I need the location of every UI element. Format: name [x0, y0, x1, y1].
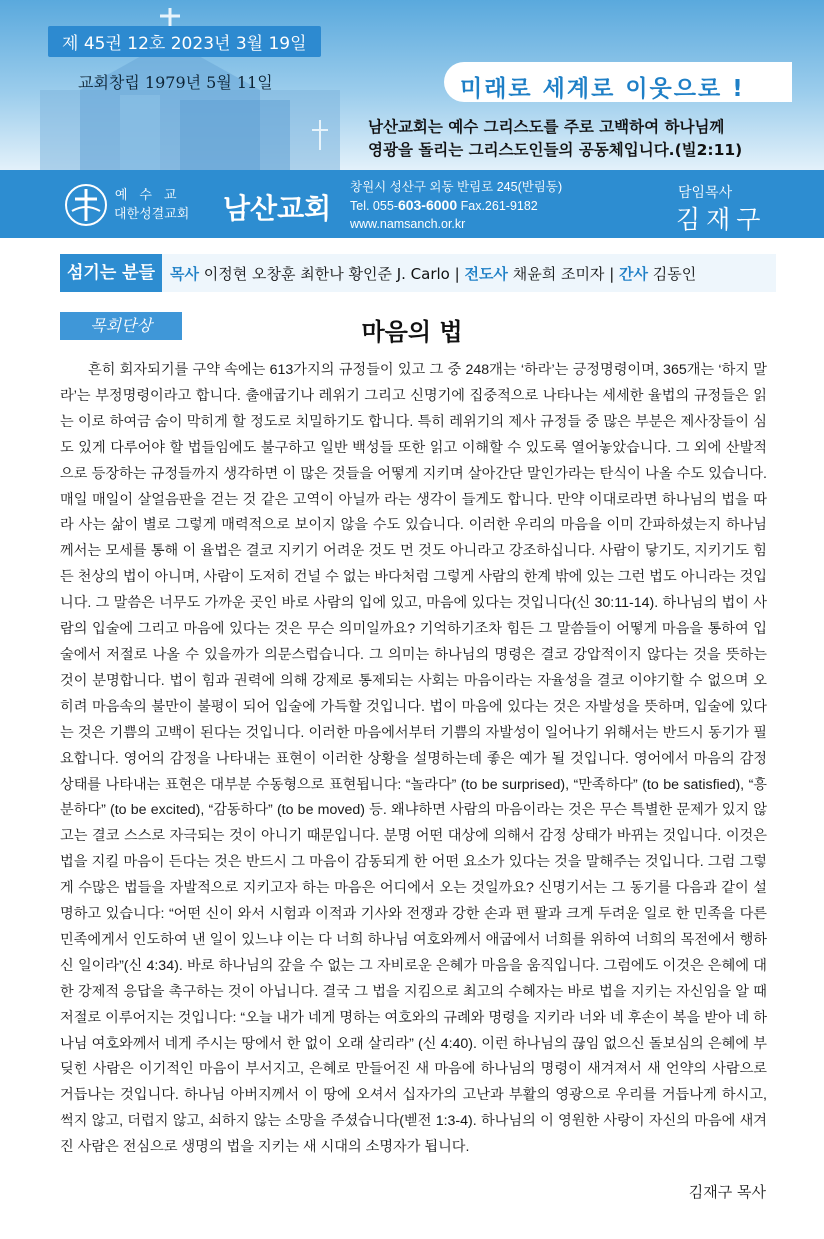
issue-date: 제 45권 12호 2023년 3월 19일 [48, 26, 321, 57]
phone-fax [350, 196, 562, 215]
role-evangelist: 전도사 [464, 265, 508, 283]
elders-names: 김동인 [652, 265, 697, 283]
denomination [114, 186, 189, 224]
denomination-line-2: 대한성결교회 [114, 207, 190, 222]
pastor-name: 김재구 [676, 205, 767, 234]
tel-main: 603-6000 [397, 197, 458, 213]
servers-label: 섬기는 분들 [60, 254, 162, 292]
fax: Fax.261-9182 [460, 199, 538, 213]
website: www.namsanch.or.kr [350, 217, 466, 231]
address: 창원시 성산구 외동 반림로 245(반림동) [350, 180, 563, 194]
pastor-label: 담임목사 [678, 185, 733, 201]
mission-line-1: 남산교회는 예수 그리스도를 주로 고백하여 하나님께 [368, 118, 725, 136]
role-pastor: 목사 [170, 265, 199, 283]
column-paragraph: 흔히 회자되기를 구약 속에는 613가지의 규정들이 있고 그 중 248개는 ‘하라’는 긍정명령이며, 365개는 ‘하지 말라’는 부정명령이라고 합니다. 출애굽기나 레위기 그리고 신명기에 집중적으로 나타나는 세세한 율법의 규정들은 읽는 이로 하여금 숨이 막히게 할 정도로 치밀하기도 합니다. 특히 레위기의 제사 규정들 중 많은 부분은 제사장들이 심도 있게 다루어야 할 법들임에도 불구하고 일반 백성들 또한 읽고 이해할 수 있도록 열어놓았습니다. 그 외에 산발적으로 등장하는 규정들까지 생각하면 이 많은 것들을 어떻게 지키며 살아간단 말인가라는 탄식이 나올 수도 있습니다. 매일 매일이 살얼음판을 걷는 것 같은 고역이 아닐까 라는 생각이 들게도 합니다. 만약 이대로라면 하나님의 법을 따라 사는 삶이 별로 그렇게 매력적으로 보이지 않을 수도 있습니다. 이러한 우리의 마음을 이미 간파하셨는지 하나님께서는 모세를 통해 이 율법은 결코 지키기 어려운 것도 먼 것도 아니라고 강조하십니다. 사람이 닿기도, 지키기도 힘든 천상의 법이 아니며, 사람이 도저히 건널 수 없는 바다처럼 그렇게 사람의 한계 밖에 있는 그런 법도 아니라는 것입니다. 그 말씀은 너무도 가까운 곳인 바로 사람의 입에 있고, 마음에 있다는 것입니다(신 30:11-14). 하나님의 법이 사람의 입술에 그리고 마음에 있다는 것은 무슨 의미일까요? 기억하기조차 힘든 그 말씀들이 어떻게 마음을 통하여 입술에서 저절로 나올 수 있을까가 의문스럽습니다. 그 의미는 하나님의 명령은 결코 강압적이지 않다는 것을 뜻하는 것이 분명합니다. 법이 힘과 권력에 의해 강제로 통제되는 사회는 마음이라는 자율성을 결코 이야기할 수 없으며 오히려 마음속의 불만이 불평이 되어 입술에 가득할 것입니다. 법이 마음에 있다는 것은 자발성을 뜻하며, 입술에 있다는 것은 기쁨의 고백이 된다는 것입니다. 이러한 마음에서부터 기쁨의 자발성이 일어나기 위해서는 반드시 동기가 필요합니다. 영어의 감정을 나타내는 표현이 이러한 상황을 설명하는데 좋은 예가 될 것입니다. 영어에서 마음의 감정 상태를 나타내는 표현은 대부분 수동형으로 표현됩니다: “놀라다” (to be surprised), “만족하다” (to be satisfied), “흥분하다” (to be excited), “감동하다” (to be moved) 등. 왜냐하면 사람의 마음이라는 것은 무슨 특별한 문제가 있지 않고는 결코 스스로 자극되는 것이 아니기 때문입니다. 분명 어떤 대상에 의해서 감정 상태가 바뀌는 것입니다. 이것은 법을 지킬 마음이 든다는 것은 반드시 그 마음이 감동되게 한 어떤 요소가 있다는 것을 말해주는 것입니다. 그럼 그렇게 수많은 법들을 자발적으로 지키고자 하는 마음은 어디에서 오는 것일까요? 신명기서는 그 동기를 다음과 같이 설명하고 있습니다: “어떤 신이 와서 시험과 이적과 기사와 전쟁과 강한 손과 편 팔과 크게 두려운 일로 한 민족을 다른 민족에게서 인도하여 낸 일이 있느냐 이는 다 너희 하나님 여호와께서 애굽에서 너희를 위하여 너희의 목전에서 행하신 일이라”(신 4:34). 바로 하나님의 갚을 수 없는 그 자비로운 은혜가 마음을 움직입니다. 그럼에도 이것은 은혜에 대한 강제적 응답을 촉구하는 것이 아닙니다. 결국 그 법을 지킴으로 최고의 수혜자는 바로 법을 지키는 자신임을 알 때 저절로 이루어지는 것입니다: “오늘 내가 네게 명하는 여호와의 규례와 명령을 지키라 너와 네 후손이 복을 받아 네 하나님 여호와께서 네게 주시는 땅에서 한 없이 오래 살리라” (신 4:40). 이런 하나님의 끊임 없으신 돌보심의 은혜에 부딪힌 사람은 이기적인 마음이 부서지고, 은혜로 만들어진 새 마음에 하나님의 명령이 새겨져서 새 언약의 사람으로 거듭나는 것입니다. 하나님 아버지께서 이 땅에 오셔서 십자가의 고난과 부활의 영광으로 우리를 거듭나게 하시고, 썩지 않고, 더럽지 않고, 쇠하지 않는 소망을 주셨습니다(벧전 1:3-4). 하나님의 이 영원한 사랑이 자신의 마음에 새겨진 사람은 전심으로 생명의 법을 지키는 새 시대의 소명자가 됩니다. [60, 362, 767, 1156]
masthead [0, 0, 824, 170]
column-signature: 김재구 목사 [688, 1183, 766, 1201]
column-label: 목회단상 [60, 312, 182, 340]
mission-statement [368, 116, 742, 162]
evangelists-names: 채윤희 조미자 [512, 265, 605, 283]
slogan: 미래로 세계로 이웃으로 ! [460, 76, 745, 102]
church-logo-icon [64, 183, 108, 227]
column-body [60, 358, 767, 1161]
church-contact [350, 178, 562, 233]
column-title: 마음의 법 [361, 318, 463, 346]
tel-prefix: Tel. 055- [350, 199, 398, 213]
denomination-line-1: 예수교 [114, 188, 189, 203]
pastors-names: 이정현 오창훈 최한나 황인준 J. Carlo [203, 265, 450, 283]
servers-list: 목사 이정현 오창훈 최한나 황인준 J. Carlo | 전도사 채윤희 조미자 | 간사 김동인 [170, 265, 697, 283]
church-name: 남산교회 [223, 192, 332, 225]
founded-date: 교회창립 1979년 5월 11일 [78, 73, 273, 92]
role-elder: 간사 [619, 265, 649, 283]
mission-line-2: 영광을 돌리는 그리스도인들의 공동체입니다.(빌2:11) [368, 141, 743, 159]
